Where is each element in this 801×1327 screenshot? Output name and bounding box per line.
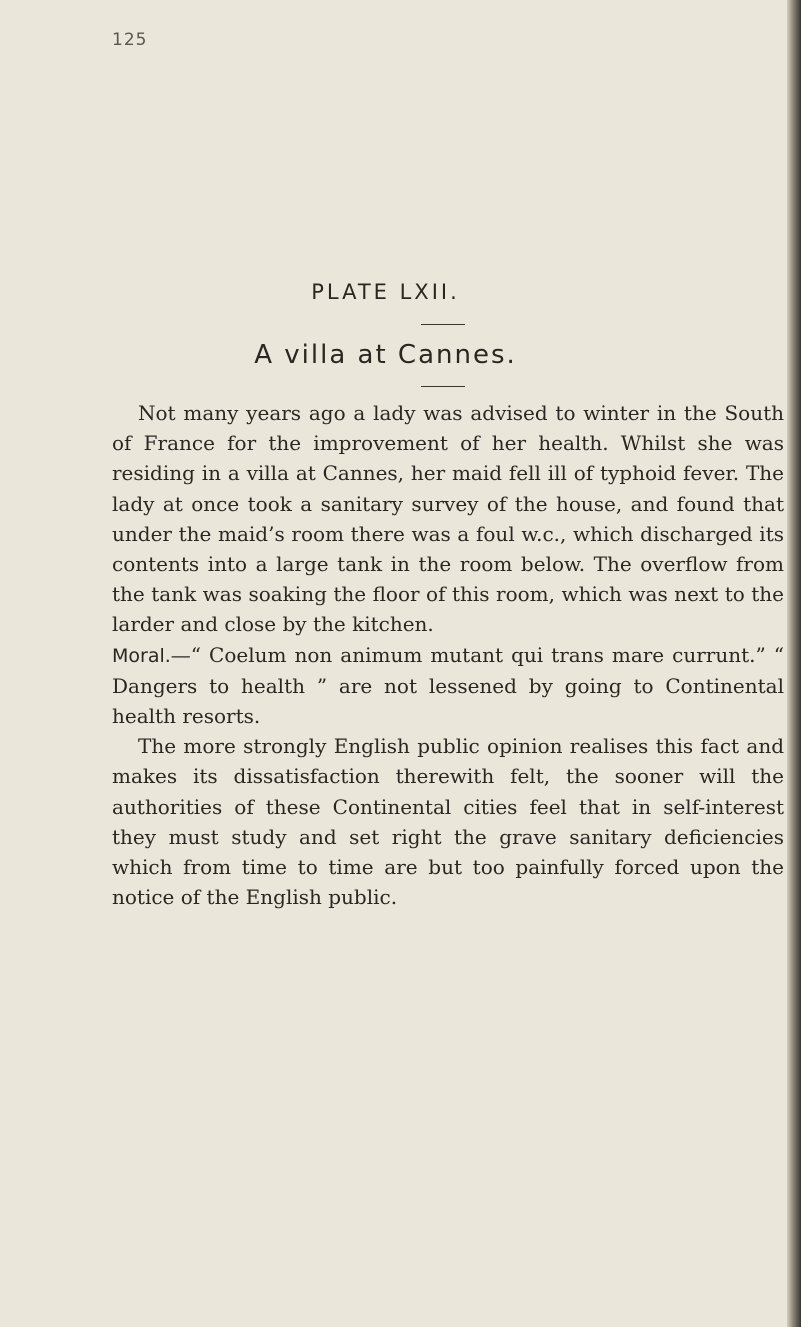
body-text <box>112 398 784 912</box>
moral-text: —“ Coelum non animum mutant qui trans mare currunt.” “ Dangers to health ” are not lessened by going to Continental health resorts. <box>112 642 784 729</box>
paragraph-moral <box>112 640 784 732</box>
title-rule-bottom <box>421 386 465 387</box>
plate-label: PLATE LXII. <box>311 280 460 304</box>
title-rule-top <box>421 324 465 325</box>
page-title: A villa at Cannes. <box>254 340 517 370</box>
paragraph-conclusion: The more strongly English public opinion realises this fact and makes its dissatisfaction therewith felt, the sooner will the authorities of these Continental cities feel that in self-interest they must study and set right the grave sanitary deficiencies which from time to time are but too painfully forced upon the notice of the English public. <box>112 734 784 910</box>
paragraph-story: Not many years ago a lady was advised to winter in the South of France for the improvement of her health. Whilst she was residing in a villa at Cannes, her maid fell ill of typhoid fever. The lady at once took a sanitary survey of the house, and found that under the maid’s room there was a foul w.c., which discharged its contents into a large tank in the room below. The overflow from the tank was soaking the floor of this room, which was next to the larder and close by the kitchen. <box>112 401 784 637</box>
page-edge-shadow <box>787 0 801 1327</box>
moral-label: Moral. <box>112 644 171 667</box>
page-number: 125 <box>112 30 148 50</box>
